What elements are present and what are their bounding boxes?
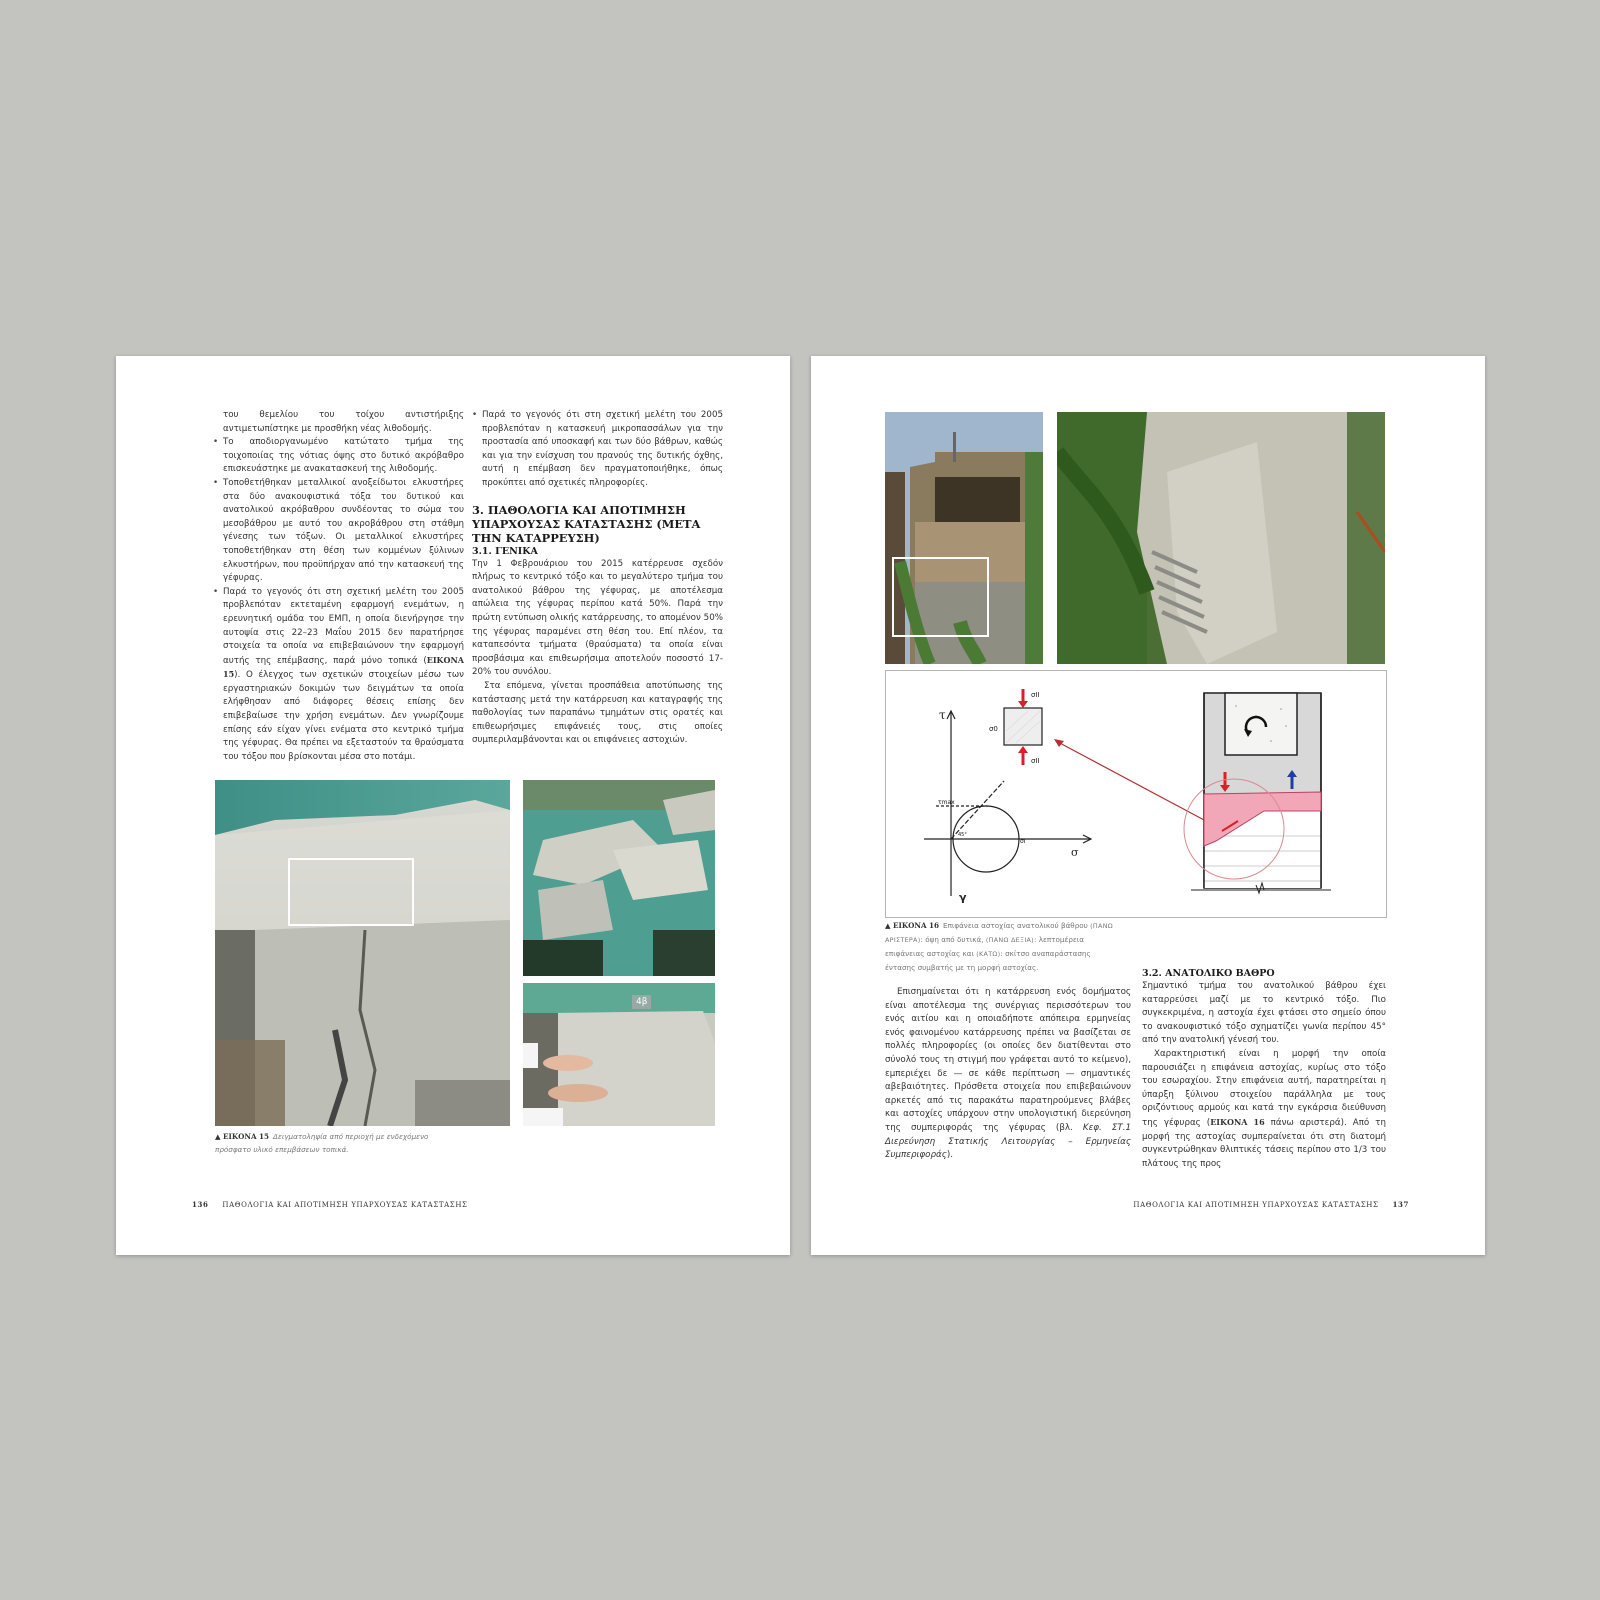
stone-block-image — [215, 780, 510, 1126]
figure-label: ▲ ΕΙΚΟΝΑ 16 — [885, 921, 940, 930]
paragraph: Χαρακτηριστική είναι η μορφή την οποία παρουσιάζει η επιφάνεια αστοχίας, κυρίως στο τόξο του εσωραχίου. Στην επιφάνεια αυτή, παρατηρείται η ύπαρξη ξύλινου στοιχείου παράλληλα με τους οριζόντιους αρμούς και κατά την εγκάρσια διεύθυνση της γέφυρας (ΕΙΚΟΝΑ 16 πάνω αριστερά). Από τη μορφή της αστοχίας συμπεραίνεται ότι στη διατομή συγκεντρώθηκαν θλιπτικές τάσεις περίπου στο 1/3 του πλάτους της προς — [1142, 1048, 1386, 1169]
mohr-circle-and-failure-sketch — [886, 671, 1386, 917]
svg-text:γ: γ — [959, 891, 967, 904]
right-page — [811, 356, 1485, 1255]
page-number: 136 — [192, 1200, 209, 1209]
section-heading-3: 3. ΠΑΘΟΛΟΓΙΑ ΚΑΙ ΑΠΟΤΙΜΗΣΗ ΥΠΑΡΧΟΥΣΑΣ ΚΑΤΑΣΤΑΣΗΣ (ΜΕΤΑ ΤΗΝ ΚΑΤΑΡΡΕΥΣΗ) — [472, 502, 701, 545]
pier-west-view-photo — [885, 412, 1043, 664]
left-page — [116, 356, 790, 1255]
large-stone-block-photo — [215, 780, 510, 1126]
failure-surface-image — [1057, 412, 1385, 664]
figure-15-caption: ▲ ΕΙΚΟΝΑ 15 Δειγματοληψία από περιοχή με ενδεχόμενο πρόσφατο υλικό επεμβάσεων τοπικά. — [215, 1132, 429, 1154]
fallen-blocks-in-river-photo — [523, 780, 715, 976]
svg-text:σII: σII — [1031, 691, 1040, 699]
figure-label: ▲ ΕΙΚΟΝΑ 15 — [215, 1132, 270, 1141]
subsection-heading-3-1: 3.1. ΓΕΝΙΚΑ — [472, 545, 538, 557]
sampling-hands-photo — [523, 983, 715, 1126]
sampling-image — [523, 983, 715, 1126]
subsection-heading-3-2: 3.2. ΑΝΑΤΟΛΙΚΟ ΒΑΘΡΟ — [1142, 968, 1275, 979]
right-page-column-1 — [885, 986, 1131, 1163]
right-page-column-2 — [1142, 967, 1386, 1171]
paragraph: Σημαντικό τμήμα του ανατολικού βάθρου έχει καταρρεύσει μαζί με το κεντρικό τόξο. Πιο συγκεκριμένα, η αστοχία έχει φτάσει στο σημείο όπου το ανακουφιστικό τόξο σχηματίζει γωνία περίπου 45° από την ανατολική γένεσή του. — [1142, 981, 1386, 1046]
highlight-box — [288, 858, 414, 926]
left-page-footer — [178, 1200, 468, 1209]
paragraph: Στα επόμενα, γίνεται προσπάθεια αποτύπωσης της κατάστασης μετά την κατάρρευση και καταγραφής της παθολογίας των παραπάνω τμημάτων στις ορατές και επιθεωρήσιμες επιφάνειές τους, στις οποίες συμπεριλαμβάνονται και οι επιφάνειες αστοχιών. — [472, 680, 723, 746]
bullet-item: • Το αποδιοργανωμένο κατώτατο τμήμα της τοιχοποιίας της νότιας όψης στο δυτικό ακρόβαθρο επισκευάστηκε με ανακατασκευή της λιθοδομής. — [213, 436, 464, 477]
chapter-reference: Κεφ. ΣΤ.1 Διερεύνηση Στατικής Λειτουργίας – Ερμηνείας Συμπεριφοράς — [885, 1122, 1132, 1161]
highlight-box — [892, 557, 989, 637]
stress-sketch-diagram — [885, 670, 1387, 918]
paragraph: Επισημαίνεται ότι η κατάρρευση ενός δομήματος είναι αποτέλεσμα της συνέργιας περισσότερων του ενός αιτίου και η οποιαδήποτε απόπειρα ερμηνείας ενός φαινομένου κατάρρευσης πρέπει να βασίζεται σε πολλές πληροφορίες (οι οποίες δεν διατίθενται στο σύνολό τους τη στιγμή που γράφεται αυτό το κείμενο), εμπεριέχει δε — σε κάθε περίπτωση — σημαντικές αβεβαιότητες. Πρόσθετα στοιχεία που επιβεβαιώνουν αρκετές από τις παρακάτω παρατηρούμενες βλάβες και αστοχίες υπάρχουν στην υπολογιστική διερεύνηση της συμπεριφοράς της γέφυρας (βλ. Κεφ. ΣΤ.1 Διερεύνηση Στατικής Λειτουργίας – Ερμηνείας Συμπεριφοράς). — [885, 987, 1132, 1161]
page-number: 137 — [1392, 1200, 1409, 1209]
svg-text:τmax: τmax — [938, 799, 955, 806]
paragraph: Την 1 Φεβρουάριου του 2015 κατέρρευσε σχεδόν πλήρως το κεντρικό τόξο και το μεγαλύτερο τμήμα του ανατολικού βάθρου της γέφυρας, με αποτέλεσμα απώλεια της γέφυρας περίπου κατά 50%. Παρά την πρώτη εντύπωση ολικής κατάρρευσης, το απομένον 50% της γέφυρας παραμένει στη θέση του. Επί πλέον, τα καταπεσόντα τμήματα (θραύσματα) τα οποία είναι προσβάσιμα και επιθεωρήσιμα αποτελούν ποσοστό 17-20% του συνόλου. — [472, 558, 723, 678]
svg-text:τ: τ — [939, 708, 946, 722]
figure-16-caption: ▲ ΕΙΚΟΝΑ 16 Επιφάνεια αστοχίας ανατολικού βάθρου (ΠΑΝΩ ΑΡΙΣΤΕΡΑ): όψη από δυτικά, (ΠΑΝΩ ΔΕΞΙΑ): λεπτομέρεια επιφάνειας αστοχίας και (ΚΑΤΩ): σκίτσο αναπαράστασης έντασης συμβατής με τη μορφή αστοχίας. — [885, 921, 1113, 972]
svg-text:σII: σII — [1031, 757, 1040, 765]
left-page-column-2 — [472, 409, 723, 748]
svg-text:σ0: σ0 — [989, 725, 998, 733]
bullet-item: • Παρά το γεγονός ότι στη σχετική μελέτη του 2005 προβλεπόταν η κατασκευή μικροπασσάλων για την προστασία από υποσκαφή και των δύο βάθρων, καθώς και για την ενίσχυση του πρανούς της δυτικής όχθης, αυτή η επέμβαση δεν πραγματοποιήθηκε, όπως προκύπτει από σχετικές πληροφορίες. — [472, 409, 723, 491]
bullet-item: • Παρά το γεγονός ότι στη σχετική μελέτη του 2005 προβλεπόταν εκτεταμένη εφαρμογή ενεμάτων, η ερευνητική ομάδα του ΕΜΠ, η οποία διενήργησε την αυτοψία στις 22–23 Μαΐου 2015 δεν παρατήρησε στοιχεία τα οποία να επιβεβαιώνουν την εφαρμογή αυτής της επέμβασης, παρά μόνο τοπικά (ΕΙΚΟΝΑ 15). Ο έλεγχος των σχετικών στοιχείων μέσω των εργαστηριακών δοκιμών των δειγμάτων τα οποία ελήφθησαν από διάφορες θέσεις επίσης δεν επιβεβαίωσε την χρήση ενεμάτων. Δεν γνωρίζουμε επίσης εάν είχαν γίνει ενέματα στο κεντρικό τμήμα της γέφυρας. Θα πρέπει να εξεταστούν τα θραύσματα του τόξου που βρίσκονται μέσα στο ποτάμι. — [213, 586, 464, 765]
photo-badge: 4β — [632, 995, 651, 1009]
svg-text:σI: σI — [1020, 838, 1026, 845]
running-head: ΠΑΘΟΛΟΓΙΑ ΚΑΙ ΑΠΟΤΙΜΗΣΗ ΥΠΑΡΧΟΥΣΑΣ ΚΑΤΑΣΤΑΣΗΣ — [222, 1201, 468, 1209]
continued-text: του θεμελίου του τοίχου αντιστήριξης αντιμετωπίστηκε με προσθήκη νέας λιθοδομής. — [223, 410, 464, 434]
bullet-item: • Τοποθετήθηκαν μεταλλικοί ανοξείδωτοι ελκυστήρες στα δύο ανακουφιστικά τόξα του δυτικού και ανατολικού ακρόβαθρου συνδέοντας το σώμα του μεσοβάθρου με αυτό του ακροβάθρου στη στάθμη γένεσης των τόξων. Οι μεταλλικοί ελκυστήρες τοποθετήθηκαν στη θέση των κομμένων ξύλινων ελκυστήρων, που προϋπήρχαν από την κατασκευή της γέφυρας. — [213, 477, 464, 586]
running-head: ΠΑΘΟΛΟΓΙΑ ΚΑΙ ΑΠΟΤΙΜΗΣΗ ΥΠΑΡΧΟΥΣΑΣ ΚΑΤΑΣΤΑΣΗΣ — [1133, 1201, 1379, 1209]
svg-text:45°: 45° — [958, 832, 967, 838]
figure-16-reference[interactable]: ΕΙΚΟΝΑ 16 — [1210, 1116, 1265, 1127]
right-page-footer — [1133, 1200, 1423, 1209]
river-fragments-image — [523, 780, 715, 976]
left-page-column-1 — [213, 409, 464, 764]
figure-15-reference[interactable]: ΕΙΚΟΝΑ 15 — [223, 654, 464, 680]
svg-text:σ: σ — [1071, 846, 1079, 859]
failure-surface-detail-photo — [1057, 412, 1385, 664]
